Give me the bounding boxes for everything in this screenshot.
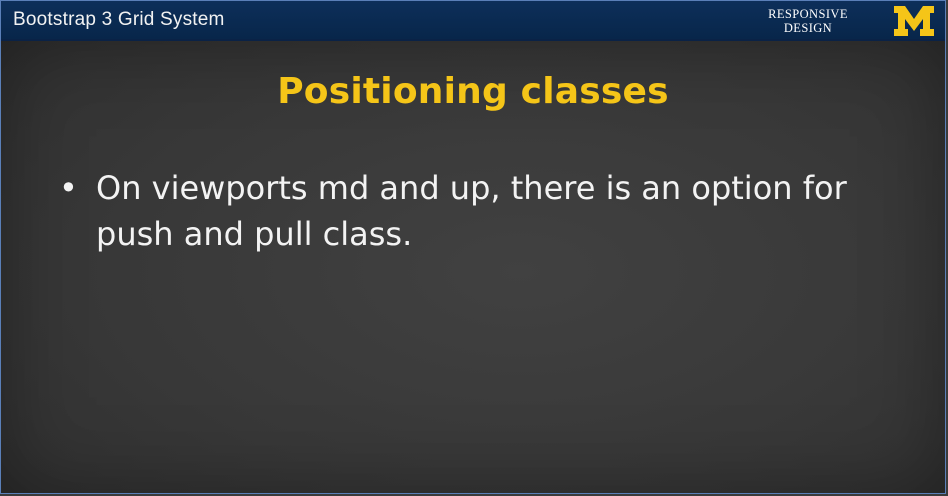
university-m-logo-icon	[893, 4, 935, 38]
bullet-item	[59, 165, 919, 257]
section-label-line1: RESPONSIVE	[768, 7, 848, 21]
section-label-line2: DESIGN	[783, 21, 833, 35]
bullet-text: On viewports md and up, there is an option for push and pull class.	[96, 169, 847, 253]
bullet-list	[59, 165, 919, 257]
slide-title: Positioning classes	[277, 71, 669, 112]
header-bar	[1, 1, 945, 41]
bullet-marker: •	[59, 169, 78, 207]
course-title: Bootstrap 3 Grid System	[13, 9, 225, 30]
section-label	[753, 7, 863, 35]
